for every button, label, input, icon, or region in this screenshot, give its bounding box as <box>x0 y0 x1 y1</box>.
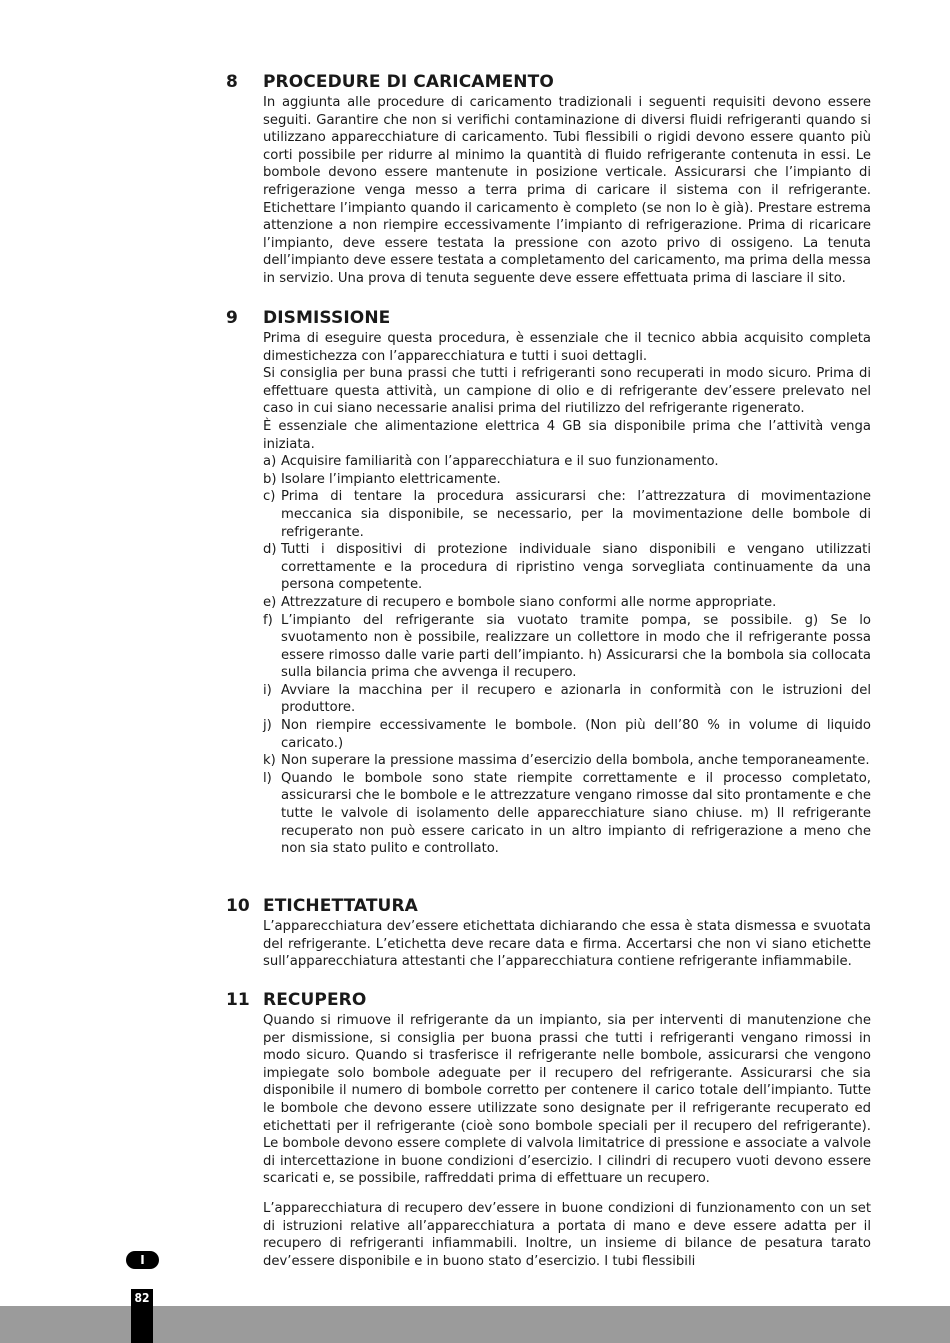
paragraph: Prima di eseguire questa procedura, è essenziale che il tecnico abbia acquisito completa dimestichezza con l’apparecchiatura e tutti i suoi dettagli. <box>263 331 871 364</box>
paragraph: È essenziale che alimentazione elettrica 4 GB sia disponibile prima che l’attività venga iniziata. <box>263 418 871 452</box>
paragraph: L’apparecchiatura dev’essere etichettata dichiarando che essa è stata dismessa e svuotata del refrigerante. L’etichetta deve recare data e firma. Accertarsi che non vi siano etichette sull’apparecchiatura attestanti che l’apparecchiatura contiene refrigerante infiammabile. <box>263 919 871 970</box>
paragraph: Si consiglia per buna prassi che tutti i refrigeranti sono recuperati in modo sicuro. Prima di effettuare questa attività, un campione di olio e di refrigerante dev’essere prelevato nel caso in cui siano necessarie analisi prima del riutilizzo del refrigerante rigenerato. <box>263 366 871 417</box>
section-heading <box>226 72 872 94</box>
list-item-label: d) <box>263 542 277 558</box>
list-item-label: l) <box>263 770 272 786</box>
section-heading <box>226 990 872 1012</box>
list-item-label: i) <box>263 682 272 698</box>
list-item <box>263 612 871 682</box>
list-item-label: e) <box>263 594 277 610</box>
list-item-text: L’impianto del refrigerante sia vuotato tramite pompa, se possibile. g) Se lo svuotamento non è possibile, realizzare un collettore in modo che il refrigerante possa essere rimosso dalle varie parti dell’impianto. h) Assicurarsi che la bombola sia collocata sulla bilancia prima che avvenga il recupero. <box>281 612 871 681</box>
section-10 <box>226 896 872 971</box>
section-body <box>263 330 871 858</box>
section-8 <box>226 72 872 288</box>
list-item-label: f) <box>263 612 273 628</box>
section-11 <box>226 990 872 1270</box>
list-item-label: j) <box>263 718 272 734</box>
list-item-text: Avviare la macchina per il recupero e azionarla in conformità con le istruzioni del produttore. <box>281 682 871 716</box>
list-item-text: Attrezzature di recupero e bombole siano conformi alle norme appropriate. <box>281 594 777 610</box>
section-heading <box>226 896 872 918</box>
section-body <box>263 94 871 288</box>
list-item-text: Isolare l’impianto elettricamente. <box>281 471 501 487</box>
list-item <box>263 453 871 471</box>
list-item-label: a) <box>263 454 277 470</box>
section-number: 8 <box>226 72 238 92</box>
section-title: PROCEDURE DI CARICAMENTO <box>263 72 554 92</box>
section-title: DISMISSIONE <box>263 308 391 328</box>
section-number: 11 <box>226 990 250 1010</box>
list-item <box>263 770 871 858</box>
section-9 <box>226 308 872 858</box>
list-item-text: Tutti i dispositivi di protezione individuale siano disponibili e vengano utilizzati correttamente e la procedura di ripristino venga sorvegliata continuamente da una persona competente. <box>281 542 871 593</box>
section-number: 9 <box>226 308 238 328</box>
section-title: ETICHETTATURA <box>263 896 418 916</box>
list-item-label: b) <box>263 471 277 487</box>
section-title: RECUPERO <box>263 990 367 1010</box>
page-number: 82 <box>134 1291 150 1305</box>
list-item-label: k) <box>263 753 276 769</box>
section-body <box>263 1012 871 1270</box>
section-number: 10 <box>226 896 250 916</box>
list-item-label: c) <box>263 489 276 505</box>
list-item <box>263 541 871 594</box>
language-badge: I <box>126 1251 159 1269</box>
list-item <box>263 682 871 717</box>
paragraph: Quando si rimuove il refrigerante da un impianto, sia per interventi di manutenzione che per dismissione, si consiglia per buona prassi che tutti i refrigeranti vengano rimossi in modo sicuro. Quando si trasferisce il refrigerante nelle bombole, assicurarsi che vengono impiegate solo bombole adeguate per il recupero del refrigerante. Assicurarsi che sia disponibile il numero di bombole corretto per contenere il carico totale dell’impianto. Tutte le bombole che devono essere utilizzate sono designate per il refrigerante recuperato ed etichettati per il refrigerante (cioè sono bombole speciali per il recupero del refrigerante). Le bombole devono essere complete di valvola limitatrice di pressione e associate a valvole di intercettazione in buone condizioni d’esercizio. I cilindri di recupero vuoti devono essere scaricati e, se possibile, raffreddati prima di effettuare un recupero. <box>263 1013 871 1187</box>
list-item-text: Acquisire familiarità con l’apparecchiatura e il suo funzionamento. <box>281 454 719 470</box>
list-item-text: Non riempire eccessivamente le bombole. (Non più dell’80 % in volume di liquido caricato.) <box>281 718 871 751</box>
section-heading <box>226 308 872 330</box>
list-item <box>263 594 871 612</box>
paragraph: L’apparecchiatura di recupero dev’essere in buone condizioni di funzionamento con un set di istruzioni relative all’apparecchiatura a portata di mano e deve essere adatta per il recupero di refrigeranti infiammabili. Inoltre, un insieme di bilance de pesatura tarato dev’essere disponibile e in buono stato d’esercizio. I tubi flessibili <box>263 1200 871 1269</box>
section-body <box>263 918 871 971</box>
paragraph: In aggiunta alle procedure di caricamento tradizionali i seguenti requisiti devono essere seguiti. Garantire che non si verifichi contaminazione di diversi fluidi refrigeranti quando si utilizzano apparecchiature di caricamento. Tubi flessibili o rigidi devono essere quanto più corti possibile per ridurre al minimo la quantità di fluido refrigerante contenuta in essi. Le bombole devono essere mantenute in posizione verticale. Assicurarsi che l’impianto di refrigerazione venga messo a terra prima di caricare il sistema con il refrigerante. Etichettare l’impianto quando il caricamento è completo (se non lo è già). Prestare estrema attenzione a non riempire eccessivamente l’impianto di refrigerazione. Prima di ricaricare l’impianto, deve essere testata la pressione con azoto privo di ossigeno. La tenuta dell’impianto deve essere testata a completamento del caricamento, ma prima della messa in servizio. Una prova di tenuta seguente deve essere effettuata prima di lasciare il sito. <box>263 95 871 286</box>
list-item <box>263 488 871 541</box>
list-item <box>263 752 871 770</box>
list-item-text: Quando le bombole sono state riempite correttamente e il processo completato, assicurarsi che le bombole e le attrezzature vengano rimosse dal sito prontamente e che tutte le valvole di isolamento delle apparecchiature siano chiuse. m) Il refrigerante recuperato non può essere caricato in un altro impianto di refrigerazione a meno che non sia stato pulito e controllato. <box>281 770 871 857</box>
list-item-text: Prima di tentare la procedura assicurarsi che: l’attrezzatura di movimentazione meccanica sia disponibile, se necessario, per la movimentazione delle bombole di refrigerante. <box>281 489 871 540</box>
list-item-text: Non superare la pressione massima d’esercizio della bombola, anche temporaneamente. <box>281 753 870 769</box>
list-item <box>263 717 871 752</box>
list-item <box>263 471 871 489</box>
